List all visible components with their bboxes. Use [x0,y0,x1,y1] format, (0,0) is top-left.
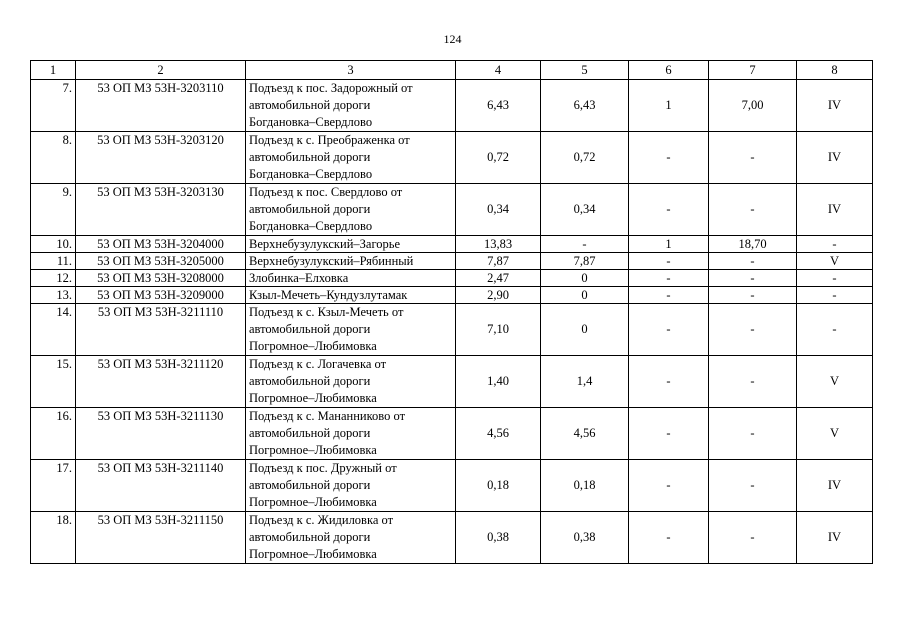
road-name: Подъезд к с. Жидиловка от автомобильной дороги Погромное–Любимовка [246,512,456,564]
row-number: 15. [31,356,76,408]
col-4-value: 2,90 [456,287,541,304]
road-name: Злобинка–Елховка [246,270,456,287]
row-number: 7. [31,80,76,132]
row-number: 16. [31,408,76,460]
header-col-2: 2 [76,61,246,80]
table-row [31,236,873,253]
col-6-value: 1 [629,80,709,132]
col-6-value: - [629,287,709,304]
col-6-value: - [629,253,709,270]
header-col-5: 5 [541,61,629,80]
col-4-value: 2,47 [456,270,541,287]
table-row [31,287,873,304]
col-7-value: - [709,512,797,564]
col-5-value: 0 [541,287,629,304]
col-5-value: 7,87 [541,253,629,270]
col-8-value: - [797,236,873,253]
road-code: 53 ОП МЗ 53Н-3211120 [76,356,246,408]
col-5-value: - [541,236,629,253]
col-5-value: 0,18 [541,460,629,512]
road-code: 53 ОП МЗ 53Н-3209000 [76,287,246,304]
col-6-value: - [629,512,709,564]
road-name: Подъезд к пос. Задорожный от автомобильной дороги Богдановка–Свердлово [246,80,456,132]
header-col-7: 7 [709,61,797,80]
road-name: Подъезд к с. Мананниково от автомобильной дороги Погромное–Любимовка [246,408,456,460]
table-row [31,356,873,408]
col-8-value: V [797,408,873,460]
col-4-value: 0,34 [456,184,541,236]
row-number: 9. [31,184,76,236]
table-row [31,253,873,270]
col-7-value: - [709,270,797,287]
col-4-value: 7,87 [456,253,541,270]
col-7-value: - [709,408,797,460]
road-code: 53 ОП МЗ 53Н-3211150 [76,512,246,564]
road-code: 53 ОП МЗ 53Н-3211110 [76,304,246,356]
header-col-4: 4 [456,61,541,80]
col-7-value: - [709,253,797,270]
road-name: Кзыл-Мечеть–Кундузлутамак [246,287,456,304]
col-4-value: 0,38 [456,512,541,564]
col-8-value: IV [797,184,873,236]
road-code: 53 ОП МЗ 53Н-3211140 [76,460,246,512]
row-number: 13. [31,287,76,304]
col-8-value: - [797,287,873,304]
col-4-value: 13,83 [456,236,541,253]
col-4-value: 6,43 [456,80,541,132]
col-5-value: 0,72 [541,132,629,184]
col-6-value: - [629,132,709,184]
col-6-value: - [629,270,709,287]
row-number: 11. [31,253,76,270]
row-number: 10. [31,236,76,253]
road-name: Подъезд к пос. Свердлово от автомобильной дороги Богдановка–Свердлово [246,184,456,236]
col-5-value: 6,43 [541,80,629,132]
col-8-value: V [797,253,873,270]
col-8-value: IV [797,460,873,512]
road-code: 53 ОП МЗ 53Н-3205000 [76,253,246,270]
col-6-value: - [629,408,709,460]
road-code: 53 ОП МЗ 53Н-3203130 [76,184,246,236]
col-4-value: 7,10 [456,304,541,356]
road-code: 53 ОП МЗ 53Н-3203120 [76,132,246,184]
row-number: 18. [31,512,76,564]
row-number: 12. [31,270,76,287]
road-code: 53 ОП МЗ 53Н-3208000 [76,270,246,287]
col-7-value: 18,70 [709,236,797,253]
col-8-value: - [797,304,873,356]
header-col-1: 1 [31,61,76,80]
header-row [31,61,873,80]
col-4-value: 0,18 [456,460,541,512]
col-5-value: 0,34 [541,184,629,236]
header-col-6: 6 [629,61,709,80]
road-code: 53 ОП МЗ 53Н-3211130 [76,408,246,460]
col-4-value: 4,56 [456,408,541,460]
table-row [31,80,873,132]
col-8-value: - [797,270,873,287]
table-row [31,270,873,287]
col-5-value: 0,38 [541,512,629,564]
table-row [31,304,873,356]
row-number: 17. [31,460,76,512]
roads-table [30,60,873,564]
col-6-value: - [629,356,709,408]
col-8-value: V [797,356,873,408]
road-name: Верхнебузулукский–Рябинный [246,253,456,270]
col-4-value: 1,40 [456,356,541,408]
col-8-value: IV [797,512,873,564]
road-name: Подъезд к пос. Дружный от автомобильной дороги Погромное–Любимовка [246,460,456,512]
page-number: 124 [443,32,462,46]
road-name: Верхнебузулукский–Загорье [246,236,456,253]
col-5-value: 0 [541,270,629,287]
road-name: Подъезд к с. Преображенка от автомобильной дороги Богдановка–Свердлово [246,132,456,184]
table-row [31,408,873,460]
col-8-value: IV [797,80,873,132]
col-6-value: - [629,460,709,512]
col-7-value: - [709,460,797,512]
col-6-value: - [629,304,709,356]
col-4-value: 0,72 [456,132,541,184]
row-number: 14. [31,304,76,356]
row-number: 8. [31,132,76,184]
col-7-value: - [709,184,797,236]
road-name: Подъезд к с. Логачевка от автомобильной дороги Погромное–Любимовка [246,356,456,408]
header-col-3: 3 [246,61,456,80]
col-6-value: - [629,184,709,236]
col-5-value: 4,56 [541,408,629,460]
table-row [31,184,873,236]
table-row [31,460,873,512]
col-5-value: 0 [541,304,629,356]
col-7-value: - [709,356,797,408]
road-code: 53 ОП МЗ 53Н-3203110 [76,80,246,132]
col-6-value: 1 [629,236,709,253]
col-7-value: 7,00 [709,80,797,132]
road-code: 53 ОП МЗ 53Н-3204000 [76,236,246,253]
col-7-value: - [709,304,797,356]
col-7-value: - [709,287,797,304]
header-col-8: 8 [797,61,873,80]
table-row [31,512,873,564]
table-body [31,80,873,564]
col-7-value: - [709,132,797,184]
road-name: Подъезд к с. Кзыл-Мечеть от автомобильной дороги Погромное–Любимовка [246,304,456,356]
table-row [31,132,873,184]
col-8-value: IV [797,132,873,184]
col-5-value: 1,4 [541,356,629,408]
table-header [31,61,873,80]
